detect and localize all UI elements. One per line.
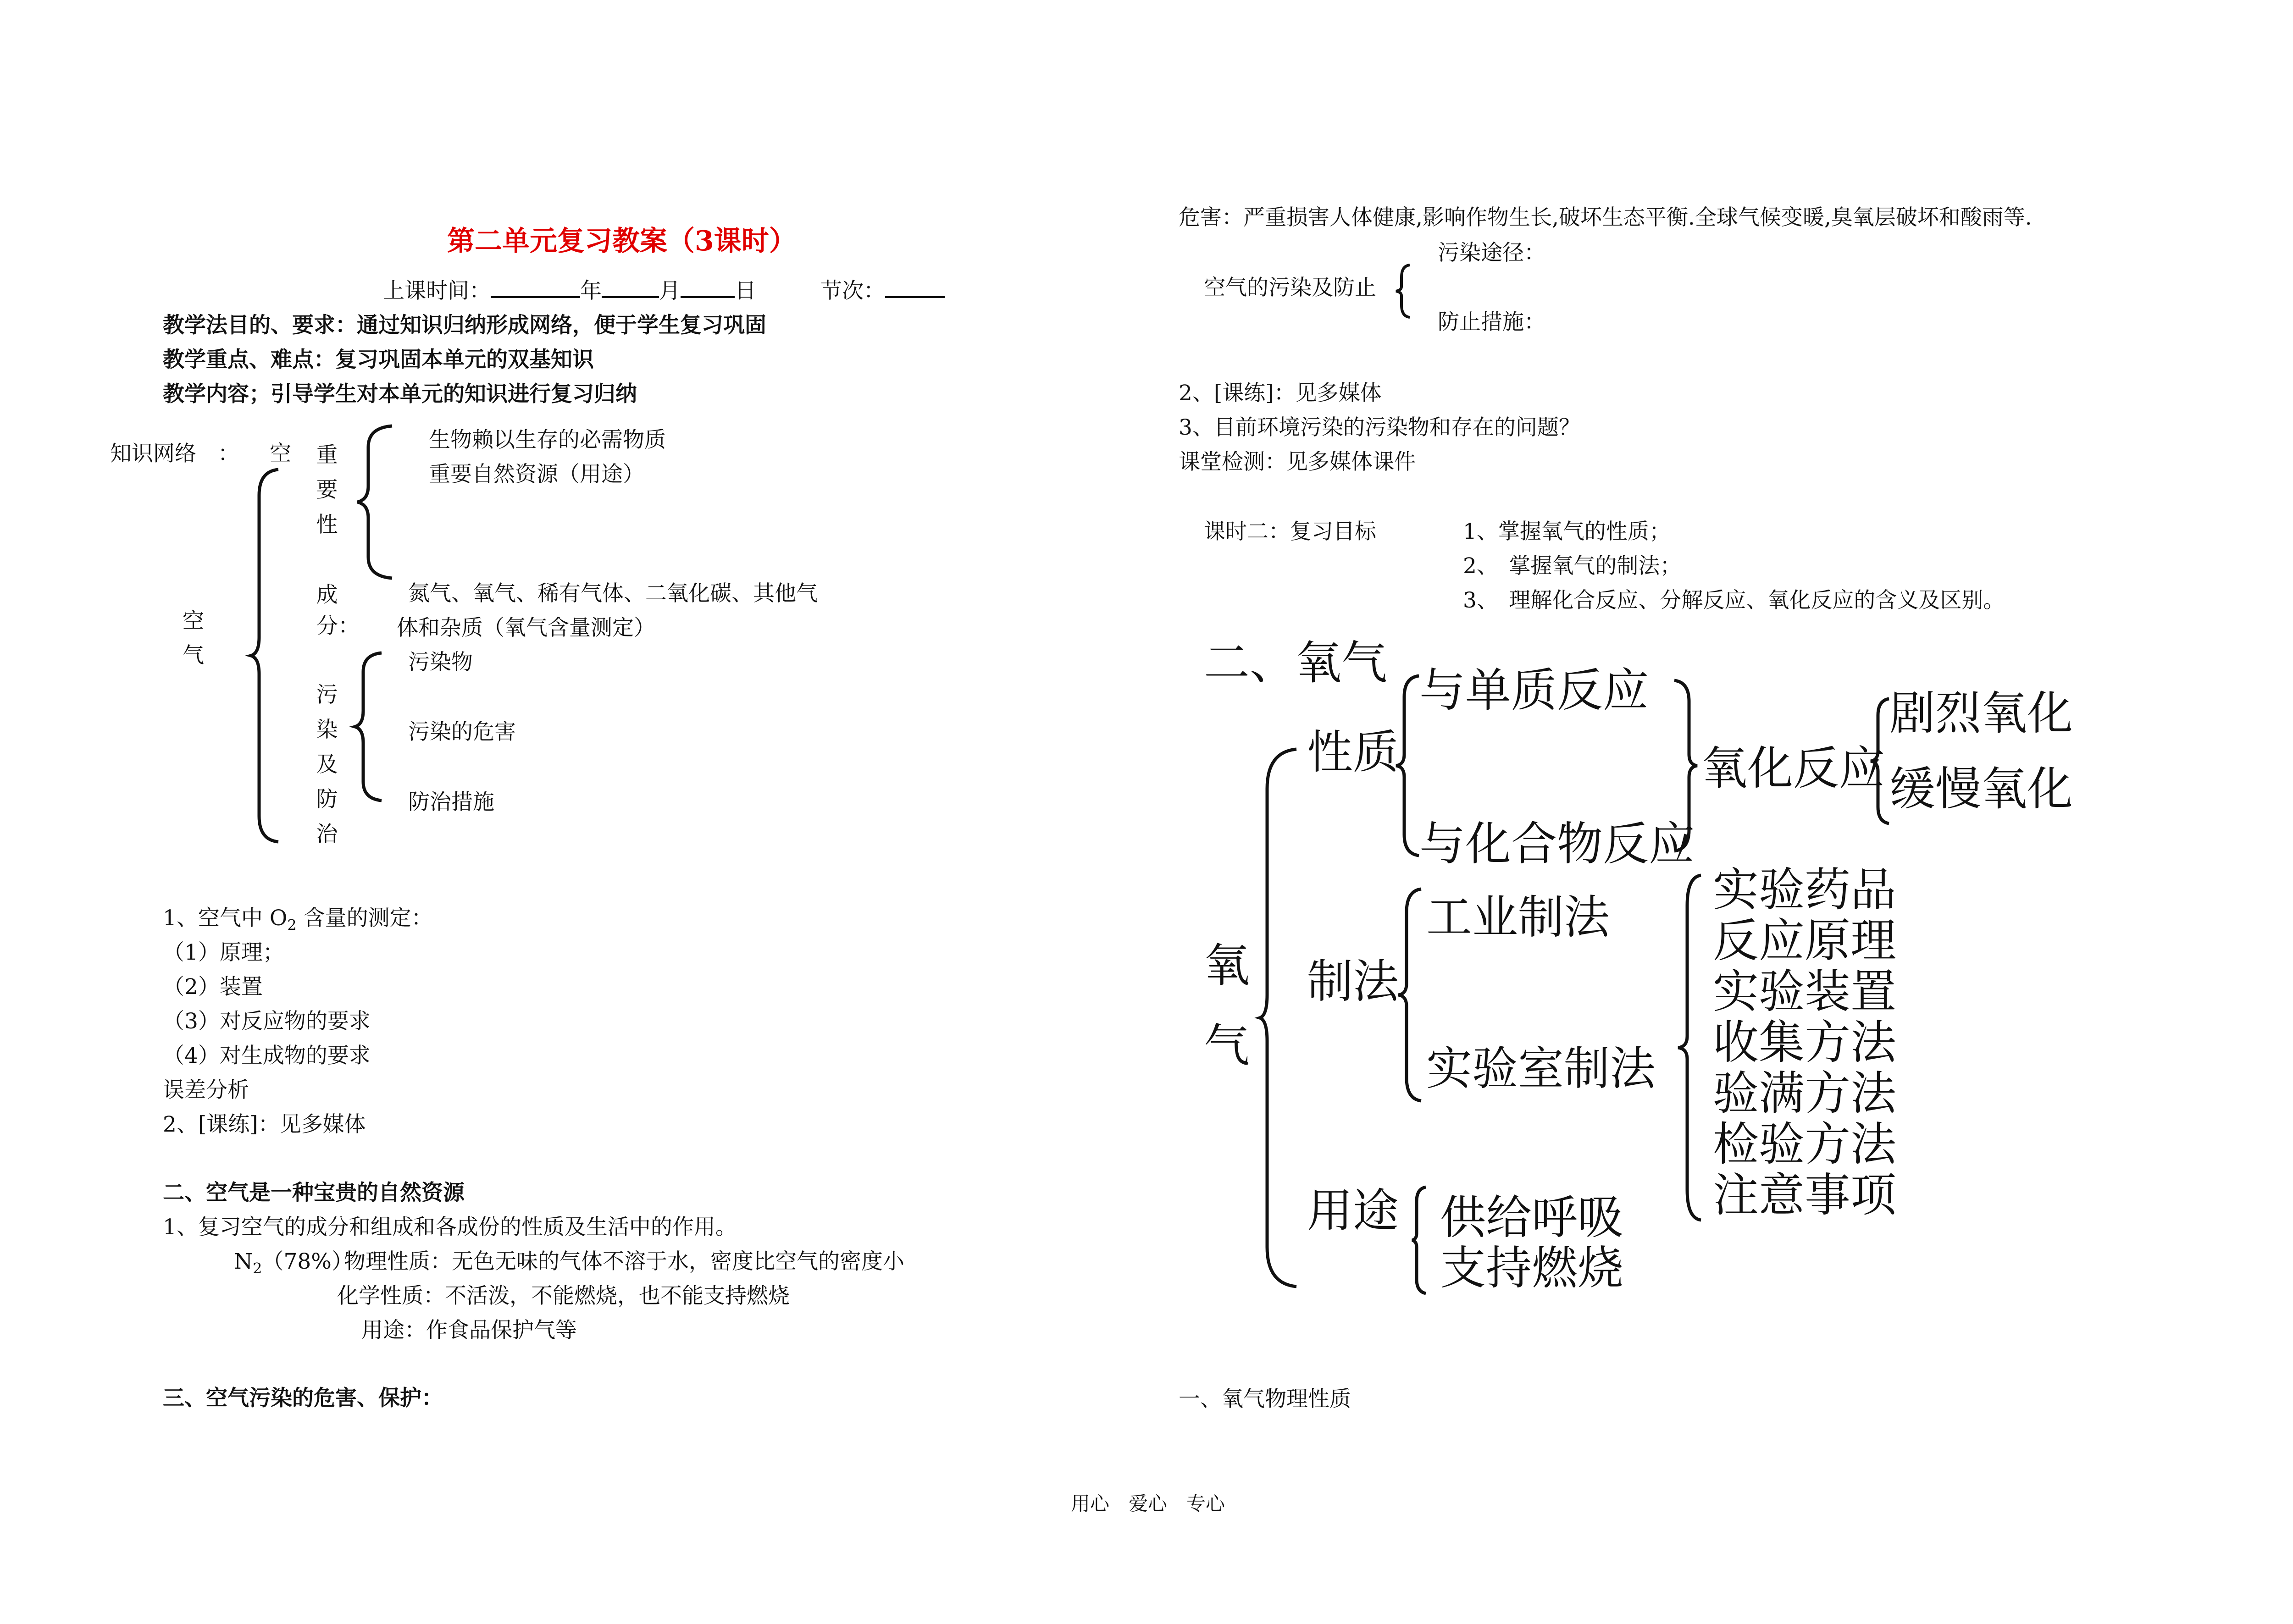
lesson2-goal-1: 1、掌握氧气的性质；: [1463, 519, 1671, 544]
lab-item-full-check: 验满方法: [1713, 1066, 1896, 1120]
pollution-char-1: 污: [316, 682, 338, 707]
composition-char-2: 分：: [316, 613, 360, 639]
oxygen-physical-properties: 一、氧气物理性质: [1179, 1386, 1351, 1412]
network-main-brace: [250, 468, 282, 844]
harm-text: 危害：严重损害人体健康,影响作物生长,破坏生态平衡.全球气候变暖,臭氧层破坏和酸雨等.: [1179, 205, 2032, 230]
o2-measure-heading: [163, 905, 433, 939]
pollution-item-1: 污染物: [408, 650, 473, 675]
pollution-route: 污染途径：: [1438, 240, 1545, 265]
importance-char-1: 重: [316, 442, 338, 468]
importance-item-1: 生物赖以生存的必需物质: [429, 427, 666, 453]
day-label: 日: [735, 278, 756, 304]
lesson2-goal-3: 3、 理解化合反应、分解反应、氧化反应的含义及区别。: [1463, 588, 2005, 613]
prevention-measures: 防止措施：: [1438, 309, 1545, 335]
oxidation-brace: [1672, 679, 1699, 853]
network-root-char-2: 气: [183, 643, 204, 668]
reaction-with-elements: 与单质反应: [1419, 663, 1649, 717]
oxygen-map-heading: 二、氧气: [1204, 636, 1387, 690]
classroom-test: 课堂检测：见多媒体课件: [1179, 449, 1416, 475]
n2-subscript: 2: [253, 1259, 262, 1277]
use-label: 用途: [1307, 1184, 1399, 1237]
preparation-label: 制法: [1307, 955, 1399, 1008]
right-exercise: 2、[课练]：见多媒体: [1179, 381, 1382, 406]
pollution-item-2: 污染的危害: [408, 719, 516, 745]
importance-item-2: 重要自然资源（用途）: [429, 462, 644, 487]
preparation-brace: [1396, 887, 1424, 1103]
pollution-item-3: 防治措施: [408, 790, 494, 815]
oxygen-main-brace: [1259, 747, 1300, 1288]
pollution-prevention-brace: [1394, 264, 1412, 319]
o2-item-4: （4）对生成物的要求: [163, 1043, 371, 1068]
pollution-label: 空气的污染及防止: [1204, 275, 1376, 300]
pollution-char-5: 治: [316, 822, 338, 847]
pollution-char-4: 防: [316, 787, 338, 812]
industrial-preparation: 工业制法: [1426, 890, 1610, 944]
slow-oxidation: 缓慢氧化: [1889, 762, 2073, 816]
oxidation-reaction: 氧化反应: [1701, 741, 1885, 795]
lesson2-label: 课时二：复习目标: [1204, 519, 1376, 544]
lab-item-principle: 反应原理: [1713, 914, 1896, 967]
network-label: 知识网络 ：: [110, 441, 239, 466]
page-footer: 用心 爱心 专心: [1071, 1492, 1225, 1515]
error-analysis: 误差分析: [163, 1077, 249, 1103]
year-label: 年: [580, 278, 602, 304]
n2-chemical: 化学性质：不活泼，不能燃烧，也不能支持燃烧: [337, 1283, 790, 1309]
property-brace: [1394, 674, 1422, 857]
oxidation-types-brace: [1869, 697, 1892, 825]
use-breathing: 供给呼吸: [1440, 1191, 1623, 1244]
network-root-top: 空: [270, 441, 291, 466]
lab-items-brace: [1676, 873, 1704, 1222]
pollution-brace: [353, 651, 385, 802]
lab-preparation: 实验室制法: [1426, 1042, 1656, 1095]
page-title: 第二单元复习教案（3课时）: [447, 225, 797, 257]
class-meta-line: [383, 276, 945, 305]
lesson2-goal-2: 2、 掌握氧气的制法；: [1463, 553, 1682, 579]
lab-item-reagents: 实验药品: [1713, 863, 1896, 917]
lab-item-apparatus: 实验装置: [1713, 965, 1896, 1018]
use-combustion: 支持燃烧: [1440, 1241, 1623, 1295]
pollution-char-2: 染: [316, 717, 338, 742]
section-2-item-1: 1、复习空气的成分和组成和各成份的性质及生活中的作用。: [163, 1215, 737, 1240]
importance-char-2: 要: [316, 477, 338, 503]
environment-question: 3、目前环境污染的污染物和存在的问题？: [1179, 415, 1580, 440]
o2-item-1: （1）原理；: [163, 940, 284, 965]
lab-item-precautions: 注意事项: [1713, 1168, 1896, 1222]
importance-char-3: 性: [316, 512, 338, 537]
n2-percent: （78%）: [262, 1249, 353, 1274]
oxygen-root-char-1: 氧: [1204, 939, 1250, 992]
lab-item-collection: 收集方法: [1713, 1016, 1896, 1069]
network-root-char-1: 空: [183, 608, 204, 634]
o2-item-2: （2）装置: [163, 974, 263, 1000]
composition-line-1: 氮气、氧气、稀有气体、二氧化碳、其他气: [408, 581, 818, 606]
section-3-heading: 三、空气污染的危害、保护：: [163, 1386, 443, 1411]
property-label: 性质: [1307, 725, 1399, 779]
importance-brace: [355, 424, 397, 580]
o2-heading-subscript: 2: [287, 916, 297, 934]
oxygen-root-char-2: 气: [1204, 1019, 1250, 1072]
month-label: 月: [659, 278, 681, 304]
section-2-heading: 二、空气是一种宝贵的自然资源: [163, 1180, 465, 1205]
pollution-char-3: 及: [316, 752, 338, 777]
reaction-with-compounds: 与化合物反应: [1419, 817, 1695, 871]
vigorous-oxidation: 剧烈氧化: [1889, 686, 2073, 740]
o2-heading-tail: 含量的测定：: [296, 906, 433, 931]
teaching-keypoints: 教学重点、难点：复习巩固本单元的双基知识: [163, 347, 594, 372]
period-label: 节次：: [820, 278, 885, 304]
n2-symbol: N: [234, 1249, 253, 1274]
composition-char-1: 成: [316, 582, 338, 608]
o2-item-3: （3）对反应物的要求: [163, 1009, 371, 1034]
teaching-content: 教学内容；引导学生对本单元的知识进行复习归纳: [163, 381, 637, 407]
class-time-label: 上课时间：: [383, 278, 491, 304]
use-brace: [1410, 1185, 1429, 1295]
left-exercise: 2、[课练]：见多媒体: [163, 1112, 366, 1137]
n2-label: [234, 1248, 353, 1282]
teaching-goals: 教学法目的、要求：通过知识归纳形成网络，便于学生复习巩固: [163, 313, 766, 338]
o2-heading-text: 1、空气中 O: [163, 906, 288, 931]
n2-use: 用途：作食品保护气等: [361, 1318, 577, 1343]
n2-physical: 物理性质：无色无味的气体不溶于水，密度比空气的密度小: [344, 1249, 904, 1274]
lab-item-test-method: 检验方法: [1713, 1117, 1896, 1171]
composition-line-2: 体和杂质（氧气含量测定）: [397, 615, 655, 641]
